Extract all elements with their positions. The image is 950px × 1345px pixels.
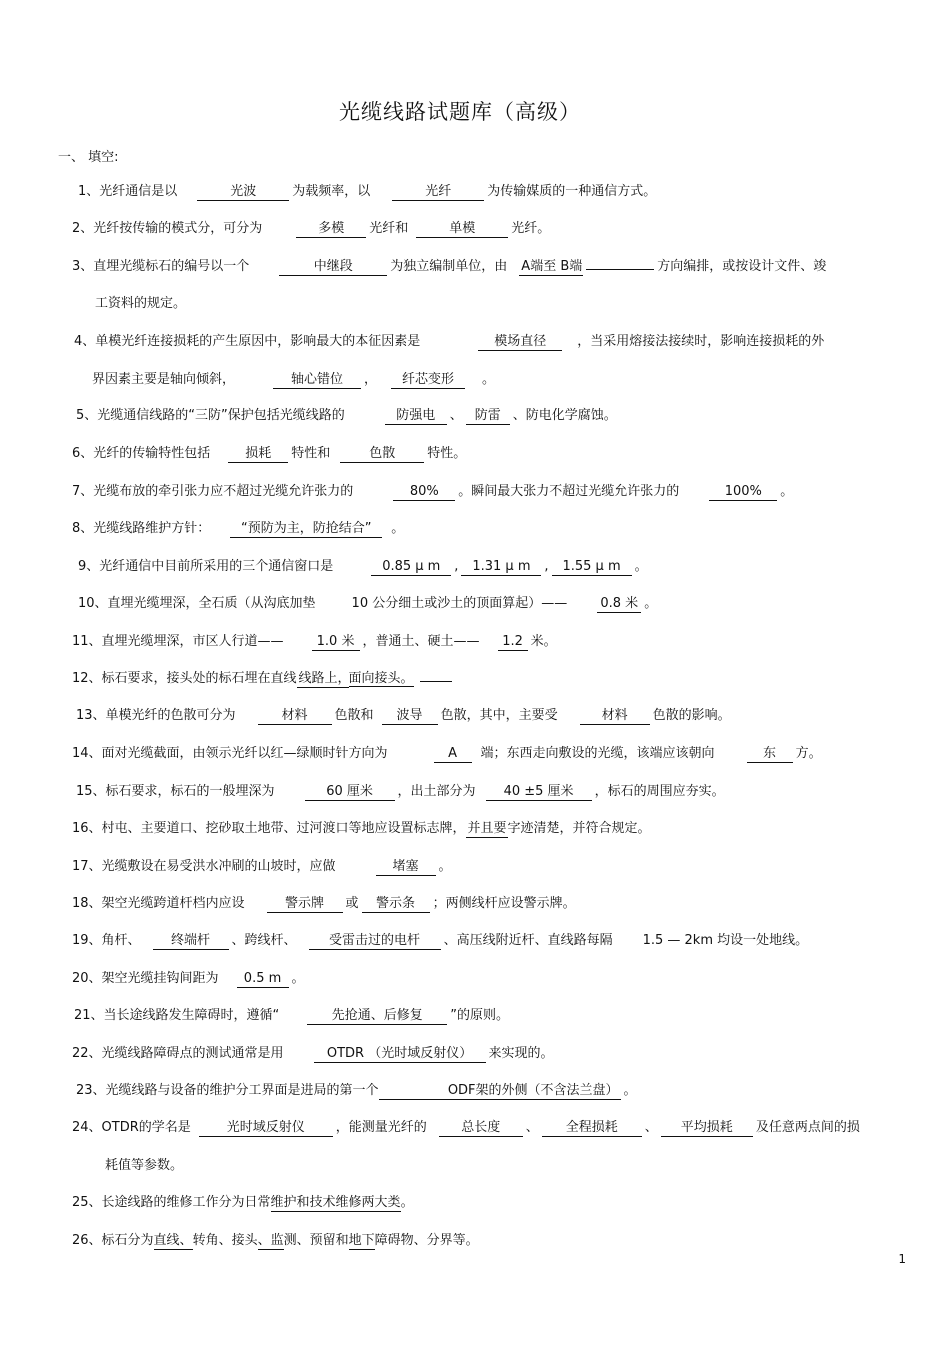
answer-blank: 中继段 [279, 258, 387, 276]
answer-blank: 1.0 米 [312, 633, 360, 651]
answer-blank: 单模 [416, 220, 508, 238]
question-11: 11、直埋光缆埋深，市区人行道—— 1.0 米 ，普通土、硬土—— 1.2 米。 [72, 634, 557, 649]
question-21: 21、当长途线路发生障碍时，遵循“ 先抢通、后修复 ”的原则。 [74, 1008, 510, 1023]
question-7: 7、光缆布放的牵引张力应不超过光缆允许张力的 80% 。瞬间最大张力不超过光缆允许张力的 100% 。 [72, 484, 794, 499]
question-5: 5、光缆通信线路的“三防”保护包括光缆线路的 防强电 、 防雷 、防电化学腐蚀。 [76, 408, 617, 423]
answer-blank: 多模 [296, 220, 366, 238]
question-19: 19、角杆、 终端杆 、跨线杆、 受雷击过的电杆 、高压线附近杆、直线路每隔 1.5 — 2km 均设一处地线。 [72, 933, 809, 948]
section-heading: 一、 填空: [58, 150, 119, 165]
question-4-cont: 界因素主要是轴向倾斜， 轴心错位 ， 纤芯变形 。 [92, 372, 496, 387]
question-24: 24、OTDR的学名是 光时域反射仪 ，能测量光纤的 总长度 、 全程损耗 、 平均损耗 及任意两点间的损 [72, 1120, 860, 1135]
answer-blank: OTDR （光时域反射仪） [314, 1045, 486, 1063]
document-title: 光缆线路试题库（高级） [339, 100, 581, 124]
answer-blank: 光纤 [392, 183, 484, 201]
page-number: 1 [898, 1252, 906, 1266]
answer-blank: 并且要 [467, 821, 507, 836]
answer-blank: 防雷 [466, 407, 510, 425]
answer-blank: 波导 [382, 707, 438, 725]
answer-blank: 色散 [340, 445, 424, 463]
question-2: 2、光纤按传输的模式分，可分为 多模 光纤和 单模 光纤。 [72, 221, 551, 236]
answer-blank: 平均损耗 [661, 1119, 753, 1137]
question-18: 18、架空光缆跨道杆档内应设 警示牌 或 警示条 ；两侧线杆应设警示牌。 [72, 896, 576, 911]
answer-blank: 损耗 [228, 445, 288, 463]
question-23: 23、光缆线路与设备的维护分工界面是进局的第一个 ODF架的外侧（不含法兰盘） 。 [76, 1083, 637, 1098]
answer-blank: A端至 B端 [521, 259, 583, 274]
question-3: 3、直埋光缆标石的编号以一个 中继段 为独立编制单位，由 A端至 B端 方向编排，或按设计文件、竣 [72, 259, 827, 274]
question-9: 9、光纤通信中目前所采用的三个通信窗口是 0.85 μ m , 1.31 μ m , 1.55 μ m 。 [78, 559, 648, 574]
question-6: 6、光纤的传输特性包括 损耗 特性和 色散 特性。 [72, 446, 467, 461]
answer-blank: 模场直径 [478, 333, 562, 351]
answer-blank: 0.8 米 [597, 595, 641, 613]
answer-blank: 40 ±5 厘米 [486, 783, 592, 801]
answer-blank: 0.5 m [237, 970, 289, 988]
answer-blank: 堵塞 [376, 858, 436, 876]
question-26: 26、标石分为直线、转角、接头、监测、预留和地下障碍物、分界等。 [72, 1233, 479, 1248]
answer-blank: 60 厘米 [305, 783, 395, 801]
answer-blank: 光波 [197, 183, 289, 201]
answer-blank: 、监 [257, 1233, 284, 1248]
answer-blank: A [434, 745, 472, 763]
question-22: 22、光缆线路障碍点的测试通常是用 OTDR （光时域反射仪） 来实现的。 [72, 1046, 554, 1061]
answer-blank: 光时域反射仪 [199, 1119, 333, 1137]
question-12: 12、标石要求，接头处的标石埋在直线 线路上，面向接头。 [72, 669, 455, 689]
answer-blank: 纤芯变形 [391, 371, 465, 389]
answer-blank: 材料 [580, 707, 650, 725]
question-1: 1、光纤通信是以 光波 为载频率，以 光纤 为传输媒质的一种通信方式。 [78, 184, 657, 199]
answer-blank: 东 [747, 745, 793, 763]
answer-blank: 维护和技术维修两大类 [270, 1195, 401, 1210]
answer-blank: 1.2 [498, 633, 528, 651]
answer-blank [586, 269, 654, 270]
answer-blank: 100% [709, 483, 777, 501]
answer-blank: 全程损耗 [542, 1119, 642, 1137]
answer-blank: 线路上， [298, 671, 351, 686]
question-16: 16、村屯、主要道口、挖砂取土地带、过河渡口等地应设置标志牌， 并且要字迹清楚，并符合规定。 [72, 821, 651, 836]
answer-blank: 直线、 [153, 1233, 193, 1248]
question-17: 17、光缆敷设在易受洪水冲刷的山坡时，应做 堵塞 。 [72, 859, 452, 874]
answer-blank: 警示条 [362, 895, 430, 913]
answer-blank: 警示牌 [267, 895, 343, 913]
question-4: 4、单模光纤连接损耗的产生原因中，影响最大的本征因素是 模场直径 ，当采用熔接法接续时，影响连接损耗的外 [74, 334, 825, 349]
answer-blank: “预防为主，防抢结合” [230, 520, 382, 538]
question-24-cont: 耗值等参数。 [105, 1158, 184, 1173]
answer-blank: 1.31 μ m [461, 558, 541, 576]
answer-blank: 轴心错位 [273, 371, 361, 389]
answer-blank: 0.85 μ m [371, 558, 451, 576]
question-13: 13、单模光纤的色散可分为 材料 色散和 波导 色散，其中，主要受 材料 色散的影响。 [76, 708, 731, 723]
answer-blank: 80% [393, 483, 455, 501]
answer-blank: 材料 [258, 707, 332, 725]
answer-blank: 受雷击过的电杆 [309, 932, 441, 950]
answer-blank: 总长度 [439, 1119, 523, 1137]
question-14: 14、面对光缆截面，由领示光纤以红—绿顺时针方向为 A 端；东西走向敷设的光缆，该端应该朝向 东 方。 [72, 746, 822, 761]
answer-blank: 先抢通、后修复 [307, 1007, 447, 1025]
answer-blank: 1.55 μ m [552, 558, 632, 576]
question-8: 8、光缆线路维护方针： “预防为主，防抢结合” 。 [72, 521, 405, 536]
answer-blank: ODF架的外侧（不含法兰盘） [379, 1082, 621, 1100]
question-20: 20、架空光缆挂钩间距为 0.5 m 。 [72, 971, 305, 986]
question-10: 10、直埋光缆埋深，全石质（从沟底加垫 10 公分细土或沙土的顶面算起）—— 0.8 米 。 [78, 596, 658, 611]
question-3-cont: 工资料的规定。 [95, 296, 187, 311]
question-15: 15、标石要求，标石的一般埋深为 60 厘米 ，出土部分为 40 ±5 厘米 ，标石的周围应夯实。 [76, 784, 725, 799]
answer-blank [420, 681, 452, 682]
answer-blank: 地下 [348, 1233, 375, 1248]
question-25: 25、长途线路的维修工作分为日常维护和技术维修两大类。 [72, 1195, 414, 1210]
answer-blank: 终端杆 [153, 932, 229, 950]
answer-blank: 防强电 [385, 407, 447, 425]
